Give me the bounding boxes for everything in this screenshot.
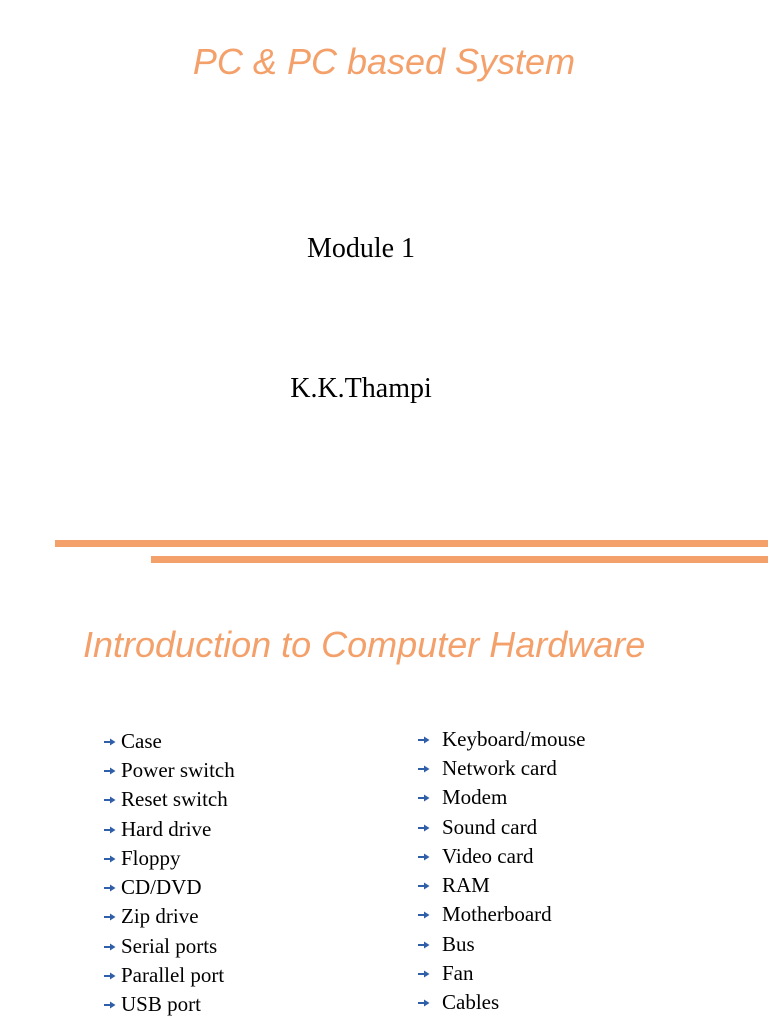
arrow-bullet-icon (103, 853, 117, 863)
list-item-label: Keyboard/mouse (442, 726, 586, 751)
list-item-label: Zip drive (121, 904, 199, 929)
list-item-label: Parallel port (121, 963, 225, 988)
list-item (103, 990, 235, 1019)
list-item (417, 783, 585, 812)
arrow-bullet-icon (417, 822, 431, 832)
list-item (417, 724, 585, 753)
list-item (103, 785, 235, 814)
arrow-bullet-icon (103, 999, 117, 1009)
list-item-label: Serial ports (121, 933, 218, 958)
list-item-label: USB port (121, 992, 201, 1017)
list-item-label: Cables (442, 990, 500, 1015)
list-item-label: Video card (442, 843, 534, 868)
arrow-bullet-icon (417, 997, 431, 1007)
divider-line-bottom (151, 556, 768, 563)
arrow-bullet-icon (417, 851, 431, 861)
list-item-label: Power switch (121, 757, 235, 782)
arrow-bullet-icon (103, 882, 117, 892)
list-item-label: Sound card (442, 814, 538, 839)
list-item-label: Motherboard (442, 902, 552, 927)
arrow-bullet-icon (103, 970, 117, 980)
list-item-label: Reset switch (121, 787, 228, 812)
arrow-bullet-icon (417, 792, 431, 802)
list-item-label: CD/DVD (121, 875, 202, 900)
arrow-bullet-icon (103, 941, 117, 951)
arrow-bullet-icon (103, 794, 117, 804)
list-item (417, 958, 585, 987)
list-item (103, 726, 235, 755)
arrow-bullet-icon (417, 734, 431, 744)
list-item-label: Floppy (121, 845, 181, 870)
list-item (103, 902, 235, 931)
list-item-label: Network card (442, 755, 557, 780)
list-item (103, 843, 235, 872)
list-item (103, 960, 235, 989)
arrow-bullet-icon (103, 765, 117, 775)
list-item (103, 872, 235, 901)
arrow-bullet-icon (417, 909, 431, 919)
list-item (103, 814, 235, 843)
divider-line-top (55, 540, 768, 547)
arrow-bullet-icon (417, 880, 431, 890)
arrow-bullet-icon (417, 939, 431, 949)
section-title: Introduction to Computer Hardware (83, 624, 646, 665)
arrow-bullet-icon (417, 968, 431, 978)
list-item-label: Case (121, 728, 162, 753)
list-item-label: Hard drive (121, 816, 212, 841)
list-item (417, 929, 585, 958)
module-label: Module 1 (306, 233, 416, 264)
hardware-list-right (417, 724, 585, 1017)
list-item-label: RAM (442, 873, 490, 898)
arrow-bullet-icon (103, 736, 117, 746)
slide-title: PC & PC based System (192, 41, 576, 82)
list-item (417, 900, 585, 929)
list-item (103, 931, 235, 960)
list-item-label: Bus (442, 931, 475, 956)
list-item (417, 988, 585, 1017)
list-item (103, 755, 235, 784)
hardware-list-left (103, 726, 235, 1019)
author-name: K.K.Thampi (290, 373, 432, 404)
arrow-bullet-icon (103, 824, 117, 834)
list-item-label: Fan (442, 961, 474, 986)
list-item-label: Modem (442, 785, 508, 810)
arrow-bullet-icon (417, 763, 431, 773)
arrow-bullet-icon (103, 911, 117, 921)
list-item (417, 870, 585, 899)
list-item (417, 812, 585, 841)
list-item (417, 841, 585, 870)
list-item (417, 753, 585, 782)
